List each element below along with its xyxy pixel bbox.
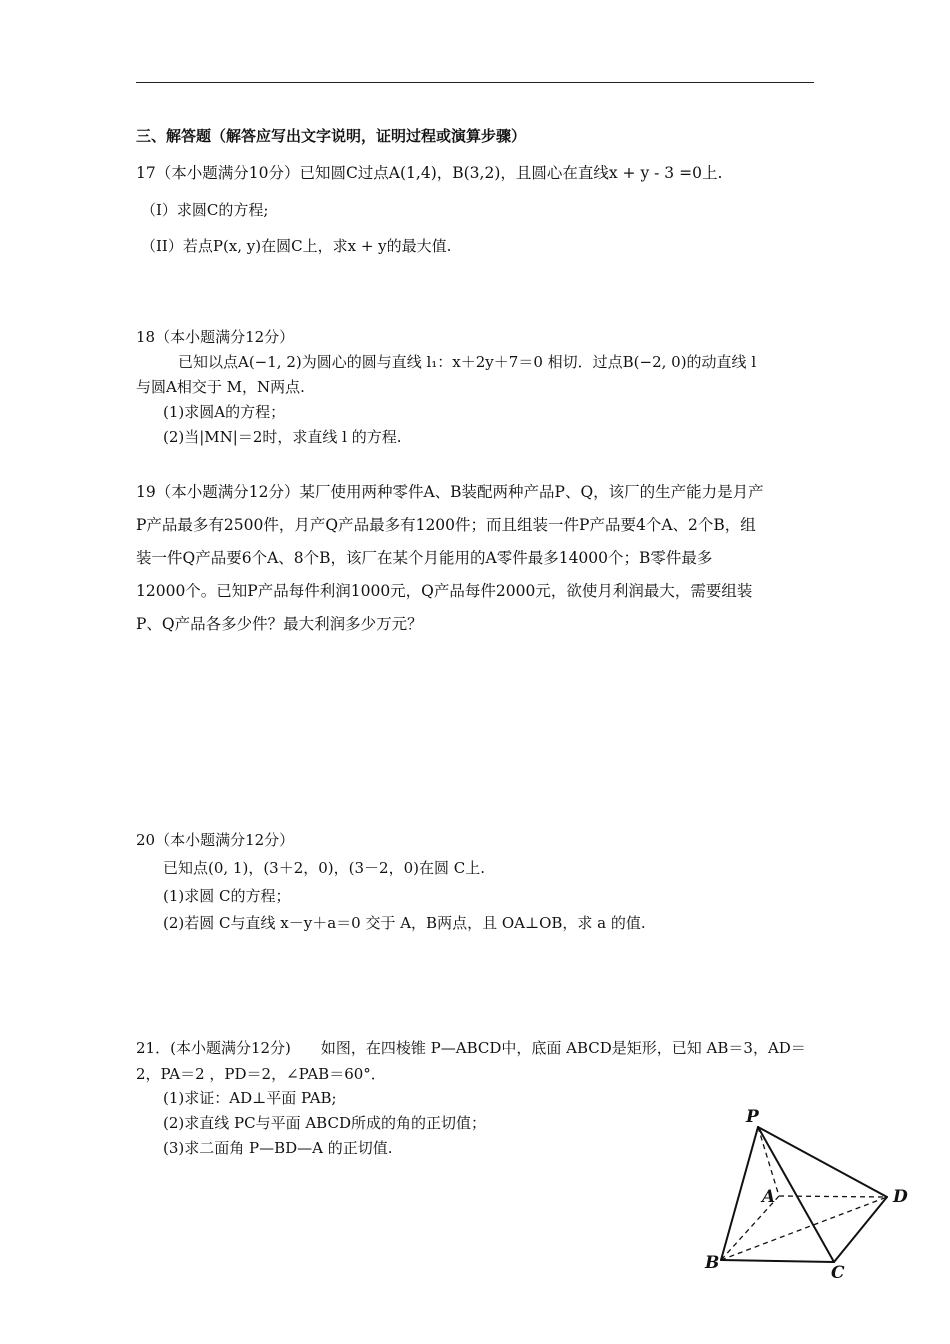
label-P: P bbox=[746, 1107, 759, 1127]
problem-21-part-2: (2)求直线 PC与平面 ABCD所成的角的正切值； bbox=[163, 1114, 486, 1132]
label-A: A bbox=[762, 1187, 776, 1207]
problem-20-part-2: (2)若圆 C与直线 x－y＋a＝0 交于 A，B两点，且 OA⊥OB，求 a 的值. bbox=[163, 914, 646, 932]
problem-20-part-1: (1)求圆 C的方程； bbox=[163, 887, 291, 905]
problem-19-line-2: P产品最多有2500件，月产Q产品最多有1200件；而且组装一件P产品要4个A、2个B，组 bbox=[136, 516, 756, 534]
top-rule bbox=[136, 82, 814, 83]
problem-18-part-1: (1)求圆A的方程； bbox=[163, 403, 286, 421]
problem-19-line-4: 12000个。已知P产品每件利润1000元，Q产品每件2000元，欲使月利润最大，需要组装 bbox=[136, 582, 753, 600]
edge-CD bbox=[834, 1197, 887, 1262]
problem-19-line-3: 装一件Q产品要6个A、8个B，该厂在某个月能用的A零件最多14000个；B零件最多 bbox=[136, 549, 713, 567]
problem-20-stem: 已知点(0, 1)，(3＋2，0)，(3－2，0)在圆 C上. bbox=[163, 859, 486, 877]
problem-18-header: 18（本小题满分12分） bbox=[136, 328, 295, 346]
problem-17-part-2: （II）若点P(x, y)在圆C上，求x + y的最大值. bbox=[141, 237, 452, 255]
problem-19-line-1: 19（本小题满分12分）某厂使用两种零件A、B装配两种产品P、Q，该厂的生产能力是月产 bbox=[136, 483, 764, 501]
problem-21-stem-line-1: 21．(本小题满分12分) 如图，在四棱锥 P—ABCD中，底面 ABCD是矩形，已知 AB＝3，AD＝ bbox=[136, 1039, 806, 1057]
problem-17-part-1: （I）求圆C的方程; bbox=[141, 201, 269, 219]
problem-18-part-2: (2)当|MN|＝2时，求直线 l 的方程. bbox=[163, 428, 402, 446]
problem-20-header: 20（本小题满分12分） bbox=[136, 831, 295, 849]
problem-19-line-5: P、Q产品各多少件？最大利润多少万元？ bbox=[136, 615, 423, 633]
problem-17-stem: 17（本小题满分10分）已知圆C过点A(1,4)，B(3,2)，且圆心在直线x + y - 3 =0上. bbox=[136, 164, 723, 182]
problem-18-stem-line-2: 与圆A相交于 M，N两点. bbox=[136, 378, 305, 396]
label-C: C bbox=[831, 1263, 845, 1283]
label-B: B bbox=[705, 1253, 720, 1273]
problem-21-part-3: (3)求二面角 P—BD—A 的正切值. bbox=[163, 1139, 393, 1157]
section-title: 三、解答题（解答应写出文字说明，证明过程或演算步骤） bbox=[136, 127, 527, 145]
edge-BC bbox=[721, 1260, 834, 1262]
problem-18-stem-line-1: 已知以点A(−1, 2)为圆心的圆与直线 l₁：x＋2y＋7＝0 相切．过点B(−2, 0)的动直线 l bbox=[178, 353, 757, 371]
pyramid-figure bbox=[700, 1100, 920, 1283]
edge-PB bbox=[721, 1127, 758, 1260]
problem-21-part-1: (1)求证：AD⊥平面 PAB; bbox=[163, 1089, 337, 1107]
problem-21-stem-line-2: 2，PA＝2 ，PD＝2，∠PAB＝60°． bbox=[136, 1065, 386, 1083]
edge-AD-hidden bbox=[779, 1196, 887, 1197]
label-D: D bbox=[893, 1187, 908, 1207]
